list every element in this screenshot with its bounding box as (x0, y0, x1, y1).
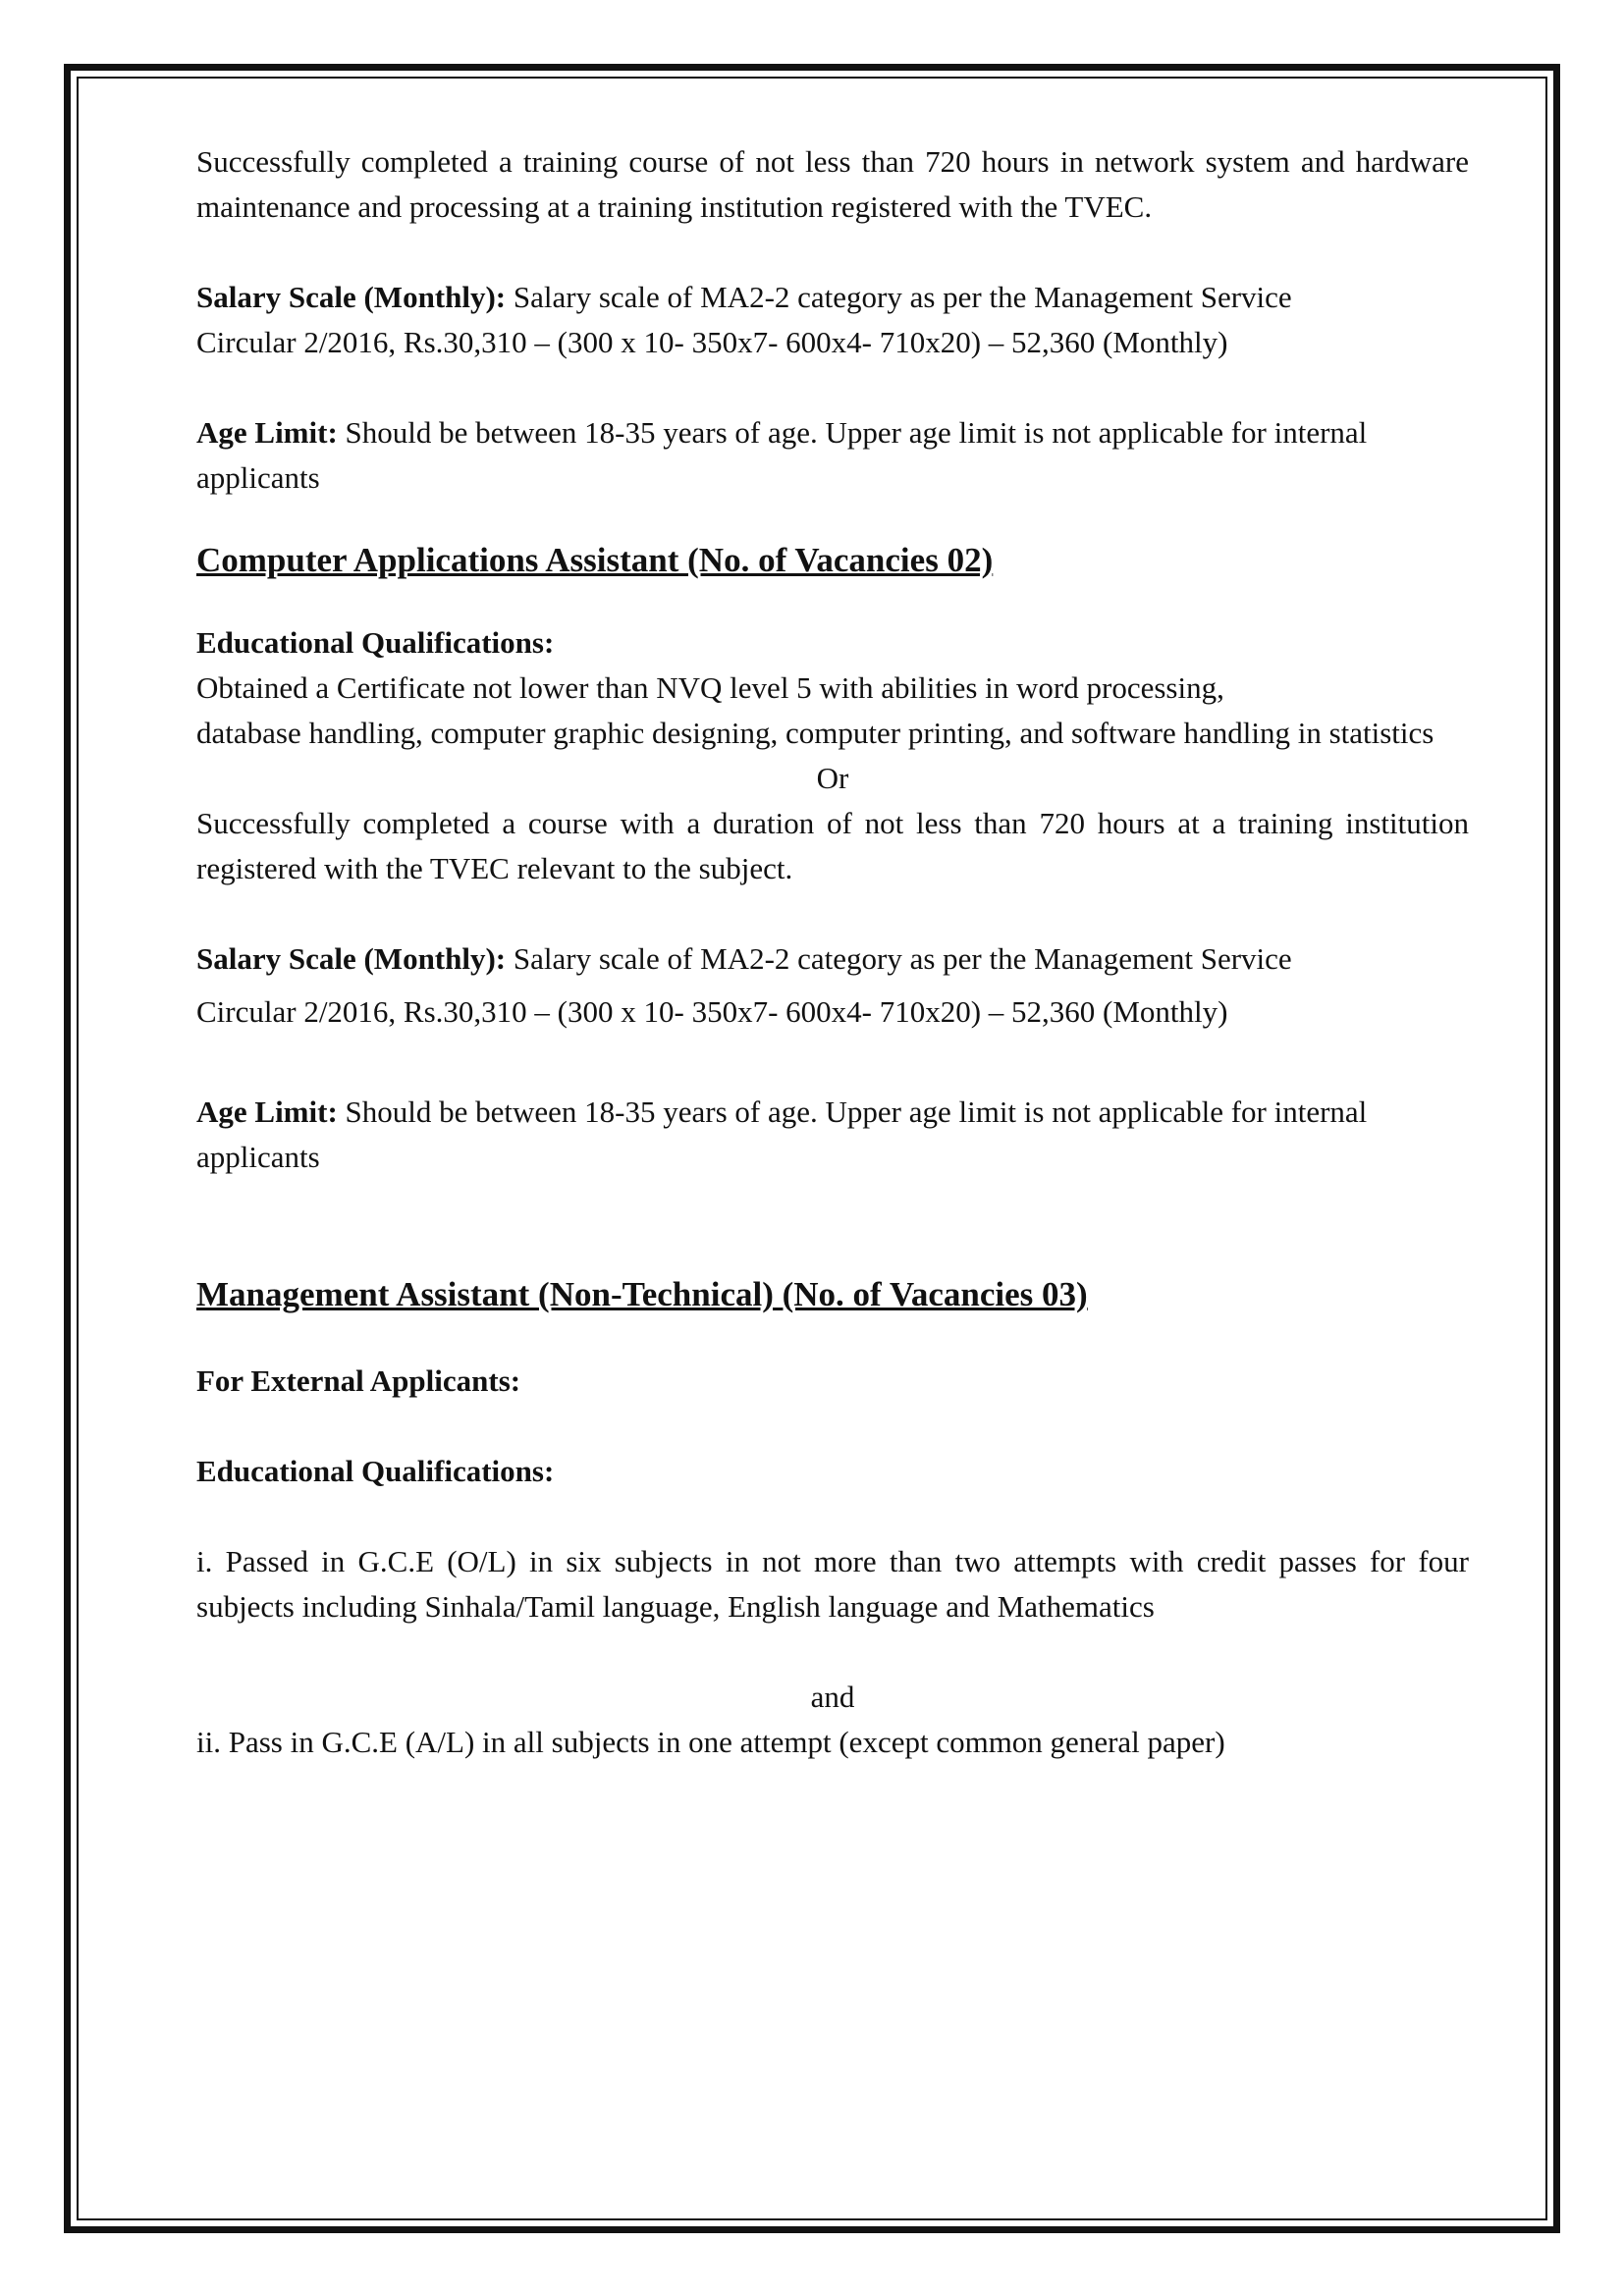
qualification-line: database handling, computer graphic designing, computer printing, and software handling in statistics (196, 716, 1435, 750)
age-limit-label: Age Limit: (196, 1095, 338, 1129)
qualification-line: Obtained a Certificate not lower than NVQ level 5 with abilities in word processing, (196, 670, 1224, 705)
salary-scale-paragraph (196, 936, 1469, 982)
qualification-item-1: i. Passed in G.C.E (O/L) in six subjects in not more than two attempts with credit passes for four subjects including Sinhala/Tamil language, English language and Mathematics (196, 1544, 1469, 1624)
salary-scale-paragraph (196, 275, 1469, 365)
external-applicants-label: For External Applicants: (196, 1363, 521, 1398)
course-requirement-text: Successfully completed a course with a duration of not less than 720 hours at a training institution registered with the TVEC relevant to the subject. (196, 806, 1469, 885)
section-heading-management-assistant: Management Assistant (Non-Technical) (No. of Vacancies 03) (196, 1275, 1088, 1313)
salary-scale-text: Salary scale of MA2-2 category as per the Management Service (506, 280, 1292, 314)
document-body (196, 139, 1469, 1765)
age-limit-paragraph (196, 410, 1469, 501)
educational-qualifications-label: Educational Qualifications: (196, 625, 555, 660)
age-limit-label: Age Limit: (196, 415, 338, 450)
age-limit-text: Should be between 18-35 years of age. Upper age limit is not applicable for internal applicants (196, 1095, 1368, 1174)
age-limit-text: Should be between 18-35 years of age. Upper age limit is not applicable for internal applicants (196, 415, 1368, 495)
salary-scale-circular: Circular 2/2016, Rs.30,310 – (300 x 10- 350x7- 600x4- 710x20) – 52,360 (Monthly) (196, 325, 1228, 359)
salary-scale-label: Salary Scale (Monthly): (196, 941, 507, 976)
salary-scale-circular: Circular 2/2016, Rs.30,310 – (300 x 10- 350x7- 600x4- 710x20) – 52,360 (Monthly) (196, 994, 1228, 1029)
section-heading-computer-applications-assistant: Computer Applications Assistant (No. of Vacancies 02) (196, 541, 994, 579)
training-requirement-text: Successfully completed a training course of not less than 720 hours in network system and hardware maintenance and processing at a training institution registered with the TVEC. (196, 144, 1469, 224)
qualification-item-2: ii. Pass in G.C.E (A/L) in all subjects in one attempt (except common general paper) (196, 1725, 1225, 1759)
salary-scale-text: Salary scale of MA2-2 category as per the Management Service (506, 941, 1292, 976)
educational-qualifications-label: Educational Qualifications: (196, 1454, 555, 1488)
age-limit-paragraph (196, 1090, 1469, 1180)
or-separator: Or (816, 761, 849, 795)
salary-scale-label: Salary Scale (Monthly): (196, 280, 507, 314)
and-separator: and (810, 1680, 855, 1714)
